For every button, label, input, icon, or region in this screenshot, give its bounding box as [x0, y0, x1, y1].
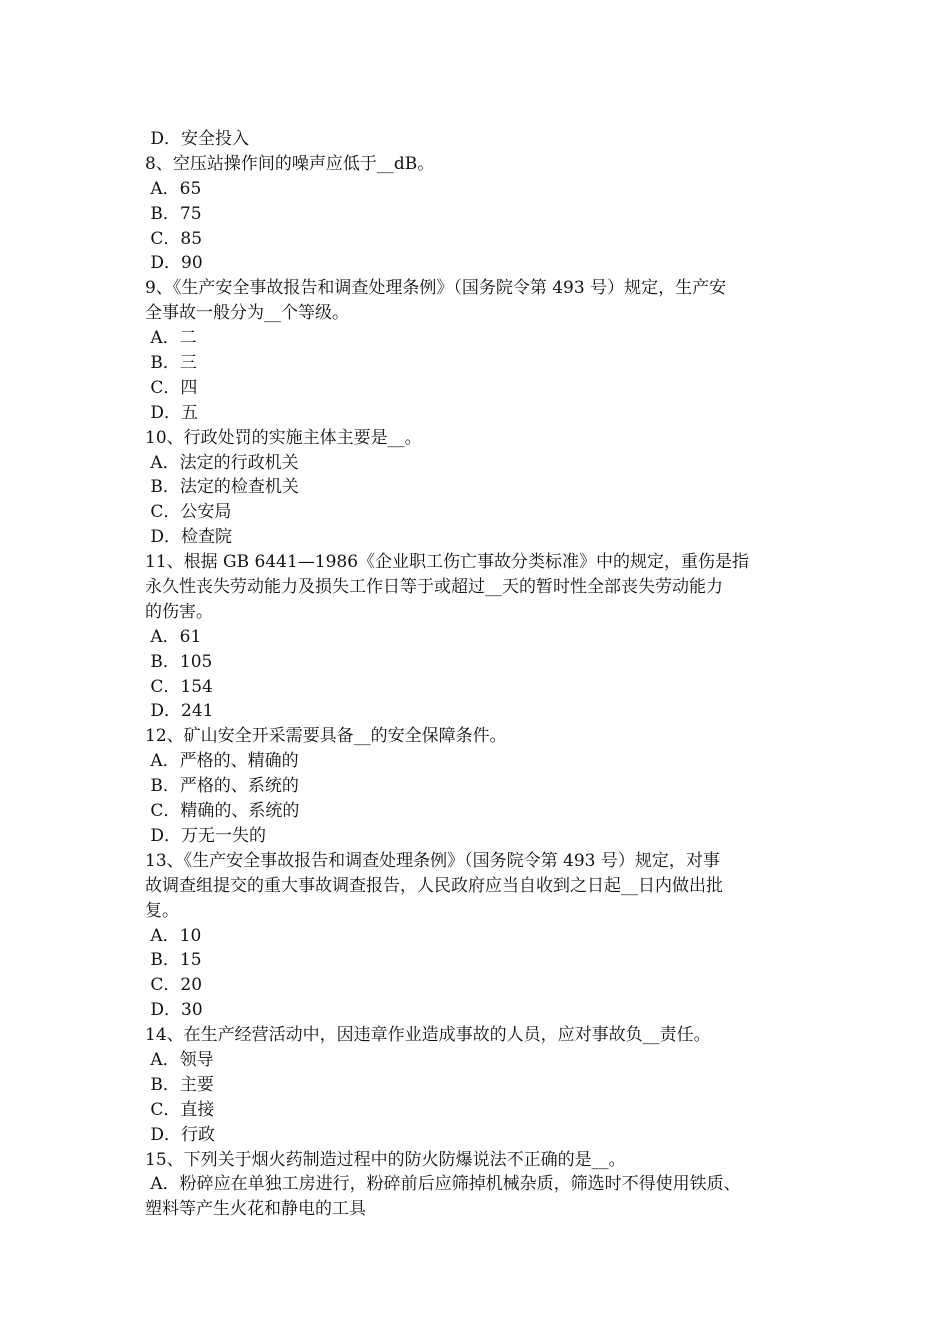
option-line: B．15 [145, 950, 202, 971]
option-line: B．法定的检查机关 [145, 477, 299, 498]
option-line: C．154 [145, 676, 213, 697]
option-line: A．粉碎应在单独工房进行，粉碎前后应筛掉机械杂质，筛选时不得使用铁质、 [145, 1174, 741, 1195]
option-line: D．检查院 [145, 527, 233, 548]
option-line: D．万无一失的 [145, 825, 267, 846]
option-line: C．公安局 [145, 502, 232, 523]
option-line: A．65 [145, 178, 202, 199]
option-line: A．二 [145, 328, 197, 349]
option-line: D．90 [145, 253, 203, 274]
question-line: 复。 [145, 900, 179, 921]
option-line: D．30 [145, 1000, 203, 1021]
option-line: D．五 [145, 402, 199, 423]
question-line: 8、空压站操作间的噪声应低于__dB。 [145, 153, 435, 174]
option-line: B．三 [145, 353, 197, 374]
option-line: C．20 [145, 975, 203, 996]
question-line: 9、《生产安全事故报告和调查处理条例》（国务院令第 493 号）规定，生产安 [145, 278, 727, 299]
question-line: 的伤害。 [145, 601, 213, 622]
option-line: D．行政 [145, 1124, 216, 1145]
question-line: 10、行政处罚的实施主体主要是__。 [145, 427, 422, 448]
question-line: 12、矿山安全开采需要具备__的安全保障条件。 [145, 726, 507, 747]
option-line: D．安全投入 [145, 129, 250, 149]
question-line: 13、《生产安全事故报告和调查处理条例》（国务院令第 493 号）规定，对事 [145, 850, 720, 871]
option-line: 塑料等产生火花和静电的工具 [145, 1199, 366, 1220]
option-line: B．主要 [145, 1074, 214, 1095]
option-line: D．241 [145, 701, 214, 722]
question-line: 全事故一般分为__个等级。 [145, 303, 349, 324]
option-line: A．61 [145, 626, 202, 647]
option-line: B．105 [145, 651, 213, 672]
option-line: A．法定的行政机关 [145, 452, 299, 473]
option-line: C．精确的、系统的 [145, 801, 300, 822]
document-body [145, 127, 815, 1222]
option-line: A．10 [145, 925, 202, 946]
question-line: 永久性丧失劳动能力及损失工作日等于或超过__天的暂时性全部丧失劳动能力 [145, 577, 723, 598]
option-line: A．领导 [145, 1049, 214, 1070]
option-line: B．严格的、系统的 [145, 776, 299, 797]
question-line: 15、下列关于烟火药制造过程中的防火防爆说法不正确的是__。 [145, 1149, 626, 1170]
option-line: C．直接 [145, 1099, 215, 1120]
question-line: 11、根据 GB 6441—1986《企业职工伤亡事故分类标准》中的规定，重伤是指 [145, 552, 750, 573]
question-line: 14、在生产经营活动中，因违章作业造成事故的人员，应对事故负__责任。 [145, 1025, 711, 1046]
option-line: C．四 [145, 377, 198, 398]
option-line: C．85 [145, 228, 203, 249]
question-line: 故调查组提交的重大事故调查报告，人民政府应当自收到之日起__日内做出批 [145, 875, 723, 896]
option-line: A．严格的、精确的 [145, 751, 299, 772]
option-line: B．75 [145, 203, 202, 224]
